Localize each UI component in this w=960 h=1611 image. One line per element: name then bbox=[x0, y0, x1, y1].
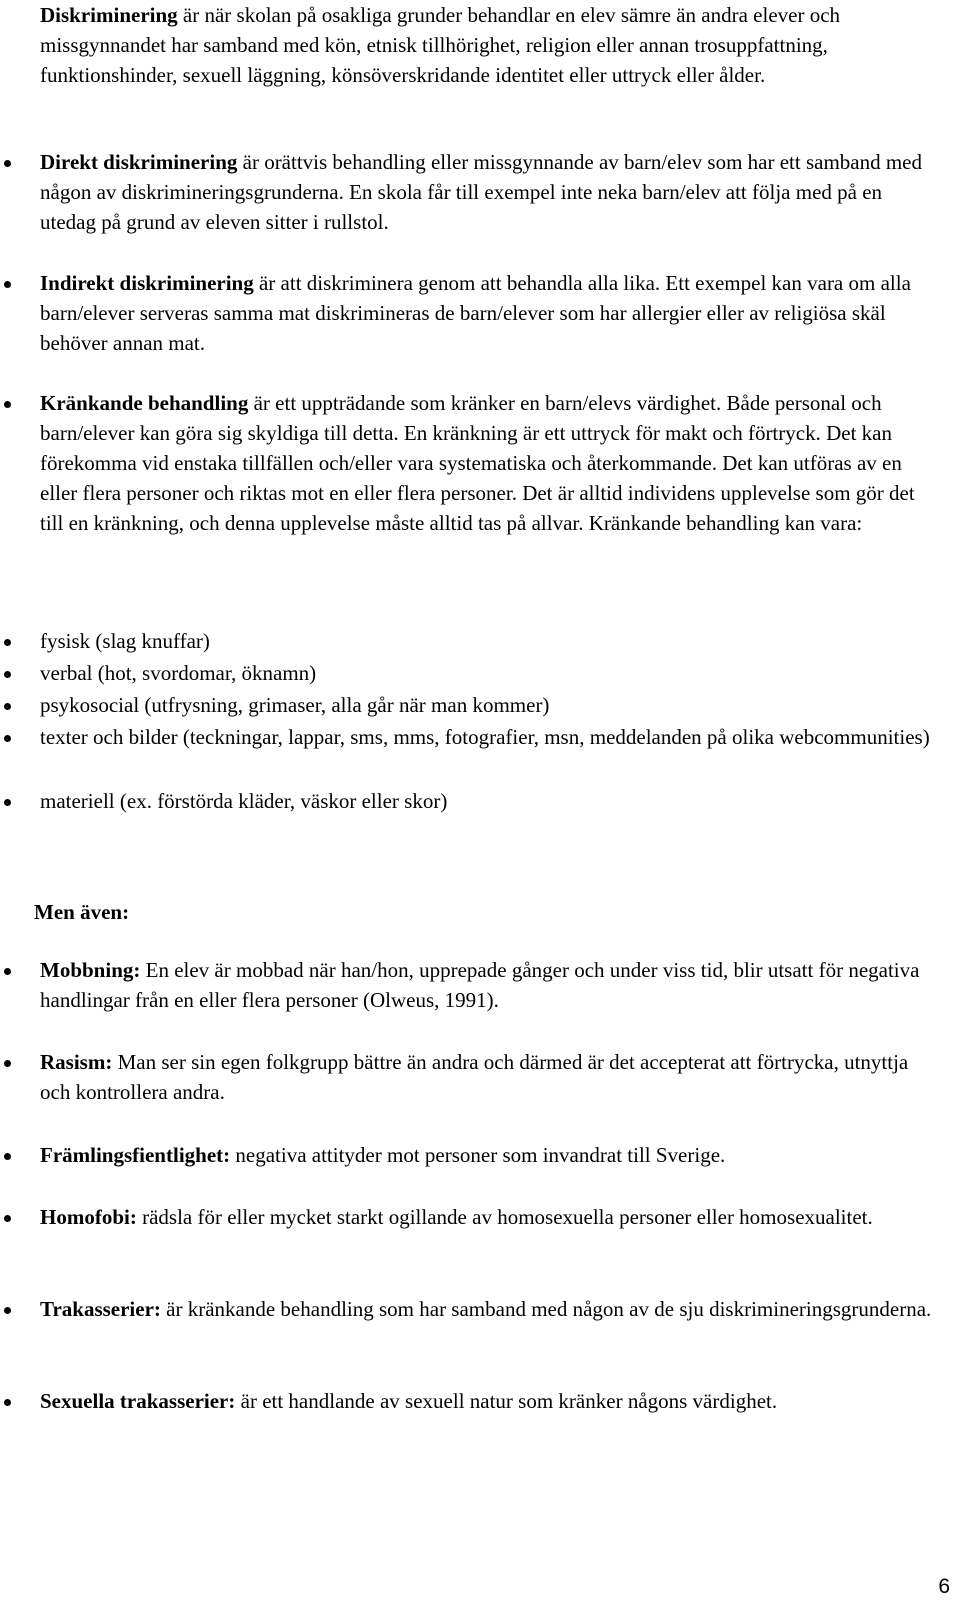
list-item bbox=[40, 388, 935, 538]
term-label: Rasism: bbox=[40, 1050, 113, 1074]
definition-term: Indirekt diskriminering bbox=[40, 271, 254, 295]
definition-text: är ett uppträdande som kränker en barn/elevs värdighet. Både personal och barn/elever kan göra sig skyldiga till detta. En kränkning är ett uttryck för makt och förtryck. Det kan förekomma vid enstaka tillfällen och/eller vara systematiska och återkommande. Det kan utföras av en eller flera personer och riktas mot en eller flera personer. Det är alltid individens upplevelse som gör det till en kränkning, och denna upplevelse måste alltid tas på allvar. Kränkande behandling kan vara: bbox=[40, 391, 915, 535]
definition-term: Direkt diskriminering bbox=[40, 150, 238, 174]
bullet-icon bbox=[4, 799, 11, 806]
bullet-icon bbox=[4, 1153, 11, 1160]
list-item bbox=[40, 626, 935, 656]
intro-text: är när skolan på osakliga grunder behandlar en elev sämre än andra elever och missgynnandet har samband med kön, etnisk tillhörighet, religion eller annan trosuppfattning, funktionshinder, sexuell läggning, könsöverskridande identitet eller uttryck eller ålder. bbox=[40, 3, 841, 87]
form-text: psykosocial (utfrysning, grimaser, alla går när man kommer) bbox=[40, 693, 550, 717]
term-label: Trakasserier: bbox=[40, 1297, 161, 1321]
intro-paragraph bbox=[40, 0, 935, 90]
term-text: En elev är mobbad när han/hon, upprepade gånger och under viss tid, blir utsatt för negativa handlingar från en eller flera personer (Olweus, 1991). bbox=[40, 958, 920, 1012]
definition-text: är att diskriminera genom att behandla alla lika. Ett exempel kan vara om alla barn/elever serveras samma mat diskrimineras de barn/elever som har allergier eller av religiösa skäl behöver annan mat. bbox=[40, 271, 911, 355]
term-text: negativa attityder mot personer som invandrat till Sverige. bbox=[230, 1143, 726, 1167]
term-text: Man ser sin egen folkgrupp bättre än andra och därmed är det accepterat att förtrycka, utnyttja och kontrollera andra. bbox=[40, 1050, 909, 1104]
bullet-icon bbox=[4, 735, 11, 742]
list-item bbox=[40, 1294, 935, 1324]
term-text: är ett handlande av sexuell natur som kränker någons värdighet. bbox=[235, 1389, 778, 1413]
term-text: är kränkande behandling som har samband med någon av de sju diskrimineringsgrunderna. bbox=[160, 1297, 932, 1321]
list-item bbox=[40, 1047, 935, 1107]
form-text: materiell (ex. förstörda kläder, väskor eller skor) bbox=[40, 789, 448, 813]
form-text: verbal (hot, svordomar, öknamn) bbox=[40, 661, 317, 685]
bullet-icon bbox=[4, 671, 11, 678]
form-text: fysisk (slag knuffar) bbox=[40, 629, 210, 653]
bullet-icon bbox=[4, 968, 11, 975]
list-item bbox=[40, 722, 935, 752]
form-text: texter och bilder (teckningar, lappar, sms, mms, fotografier, msn, meddelanden på olika webcommunities) bbox=[40, 725, 930, 749]
bullet-icon bbox=[4, 1399, 11, 1406]
bullet-icon bbox=[4, 703, 11, 710]
list-item bbox=[40, 147, 935, 237]
bullet-icon bbox=[4, 639, 11, 646]
bullet-icon bbox=[4, 160, 11, 167]
list-item bbox=[40, 955, 935, 1015]
term-label: Främlingsfientlighet: bbox=[40, 1143, 231, 1167]
intro-term: Diskriminering bbox=[40, 3, 178, 27]
definition-text: är orättvis behandling eller missgynnande av barn/elev som har ett samband med någon av diskrimineringsgrunderna. En skola får till exempel inte neka barn/elev att följa med på en utedag på grund av eleven sitter i rullstol. bbox=[40, 150, 923, 234]
page-number: 6 bbox=[938, 1575, 950, 1598]
bullet-icon bbox=[4, 1060, 11, 1067]
section-heading: Men även: bbox=[34, 900, 130, 924]
definition-term: Kränkande behandling bbox=[40, 391, 249, 415]
list-item bbox=[40, 1386, 935, 1416]
term-text: rädsla för eller mycket starkt ogillande av homosexuella personer eller homosexualitet. bbox=[136, 1205, 873, 1229]
list-item bbox=[40, 268, 935, 358]
list-item bbox=[40, 1202, 935, 1232]
term-label: Mobbning: bbox=[40, 958, 141, 982]
bullet-icon bbox=[4, 401, 11, 408]
list-item bbox=[40, 1140, 935, 1170]
list-item bbox=[40, 658, 935, 688]
list-item bbox=[40, 690, 935, 720]
term-label: Sexuella trakasserier: bbox=[40, 1389, 236, 1413]
term-label: Homofobi: bbox=[40, 1205, 137, 1229]
bullet-icon bbox=[4, 281, 11, 288]
list-item bbox=[40, 786, 935, 816]
bullet-icon bbox=[4, 1215, 11, 1222]
bullet-icon bbox=[4, 1307, 11, 1314]
